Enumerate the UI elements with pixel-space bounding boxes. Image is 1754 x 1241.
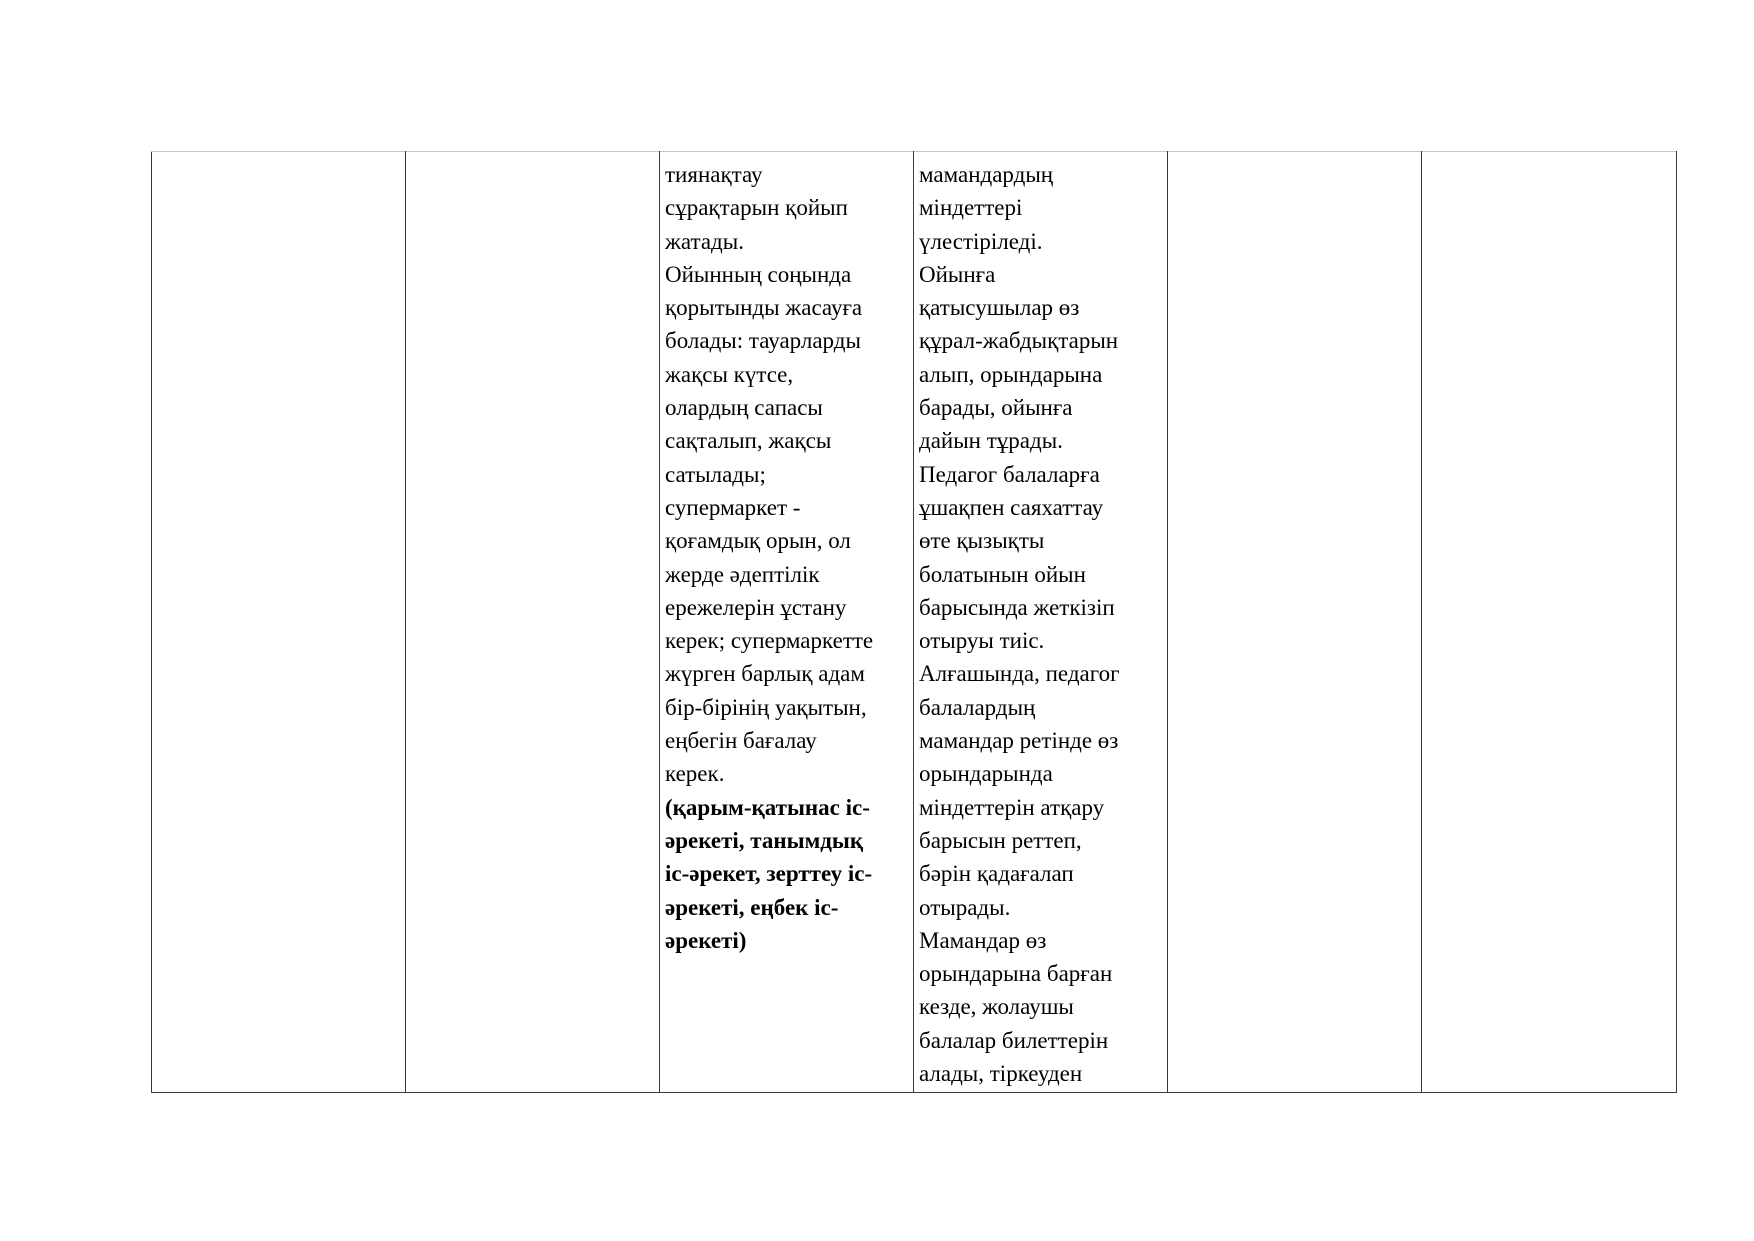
cell-text-line: супермаркет - (665, 494, 801, 520)
cell-text-line: алып, орындарына (919, 361, 1103, 387)
cell-text-line: жатады. (665, 228, 744, 254)
cell-text-line: қоғамдық орын, ол (665, 528, 851, 554)
cell-text-line: Ойынға (919, 261, 996, 287)
cell-text-line: барысын реттеп, (919, 827, 1082, 853)
table-cell-col5 (1168, 152, 1422, 1093)
cell-text-line: қорытынды жасауға (665, 295, 863, 321)
cell-text-line: барысында жеткізіп (919, 594, 1115, 620)
activity-types-line: әрекеті, танымдық (665, 827, 864, 853)
table-cell-col4 (914, 152, 1168, 1093)
table-row (152, 152, 1677, 1093)
activity-types-line: іс-әрекет, зерттеу іс- (665, 861, 873, 887)
cell-text-line: бәрін қадағалап (919, 861, 1074, 887)
cell-text-line: жақсы күтсе, (665, 361, 794, 387)
table-cell-col3 (660, 152, 914, 1093)
cell-text-line: құрал-жабдықтарын (919, 328, 1119, 354)
cell-text-line: жерде әдептілік (665, 561, 820, 587)
cell-text-line: ұшақпен саяхаттау (919, 494, 1104, 520)
cell-text-line: орындарына барған (919, 961, 1113, 987)
cell-text-line: орындарында (919, 761, 1053, 787)
table-cell-col2 (406, 152, 660, 1093)
cell-text-line: кезде, жолаушы (919, 994, 1074, 1020)
cell-text-line: бір-бірінің уақытын, (665, 694, 867, 720)
cell-text-line: қатысушылар өз (919, 295, 1080, 321)
cell-text-line: ережелерін ұстану (665, 594, 847, 620)
cell-text-line: еңбегін бағалау (665, 728, 817, 754)
cell-text-line: өте қызықты (919, 528, 1045, 554)
cell-text-line: сатылады; (665, 461, 766, 487)
cell-text-line: тиянақтау (665, 162, 763, 187)
cell-text-line: сұрақтарын қойып (665, 195, 848, 221)
cell-text-line: олардың сапасы (665, 395, 823, 421)
cell-text-line: Алғашында, педагог (919, 661, 1120, 687)
table-cell-col1 (152, 152, 406, 1093)
cell-text-line: жүрген барлық адам (665, 661, 865, 687)
cell-text-line: міндеттерін атқару (919, 794, 1105, 820)
cell-text-line: болатынын ойын (919, 561, 1086, 587)
cell-text-line: алады, тіркеуден (919, 1061, 1083, 1087)
cell-text-line: мамандардың (919, 162, 1054, 187)
activity-types-line: әрекеті, еңбек іс- (665, 894, 839, 920)
cell-text-line: керек; супермаркетте (665, 628, 874, 654)
cell-text-line: отыруы тиіс. (919, 628, 1045, 654)
cell-text-line: үлестіріледі. (919, 228, 1043, 254)
table-cell-col6 (1422, 152, 1677, 1093)
activity-types-line: (қарым-қатынас іс- (665, 794, 870, 820)
cell-text-line: дайын тұрады. (919, 428, 1063, 454)
cell-text-line: Педагог балаларға (919, 461, 1100, 487)
cell-text-line: сақталып, жақсы (665, 428, 832, 454)
cell-text-line: міндеттері (919, 195, 1023, 221)
cell-text-line: Ойынның соңында (665, 261, 852, 287)
cell-text-line: Мамандар өз (919, 927, 1047, 953)
cell-text-line: отырады. (919, 894, 1011, 920)
cell-text-line: керек. (665, 761, 725, 787)
activity-types-line: әрекеті) (665, 927, 747, 953)
cell-text-line: балалардың (919, 694, 1036, 720)
cell-text-line: балалар билеттерін (919, 1027, 1109, 1053)
cell-text-line: мамандар ретінде өз (919, 728, 1119, 754)
lesson-plan-table (151, 151, 1677, 1093)
cell-text-line: болады: тауарларды (665, 328, 861, 354)
cell-text-line: барады, ойынға (919, 395, 1073, 421)
